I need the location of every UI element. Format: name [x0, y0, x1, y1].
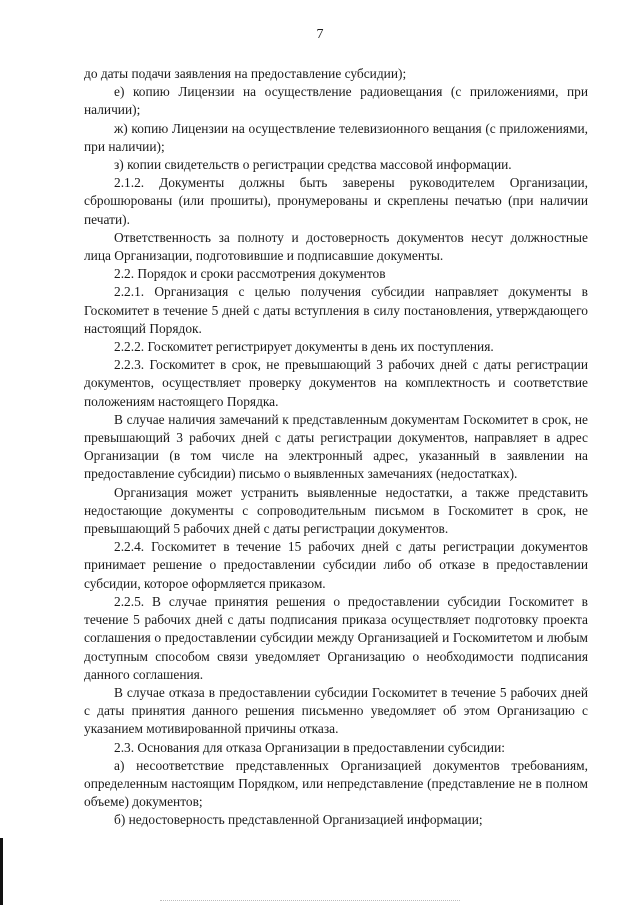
paragraph-responsibility: Ответственность за полноту и достоверность документов несут должностные лица Организации, подготовившие и подписавшие документы. — [84, 229, 588, 264]
paragraph-item-z: з) копии свидетельств о регистрации средства массовой информации. — [114, 157, 512, 173]
paragraph-2-2-3: 2.2.3. Госкомитет в срок, не превышающий 3 рабочих дней с даты регистрации документов, осуществляет проверку документов на комплектность и соответствие положениям настоящего Порядка. — [84, 357, 588, 409]
paragraph-2-1-2: 2.1.2. Документы должны быть заверены руководителем Организации, сброшюрованы (или прошиты), пронумерованы и скреплены печатью (при наличии печати). — [84, 175, 588, 227]
section-heading-2-3: 2.3. Основания для отказа Организации в предоставлении субсидии: — [114, 739, 505, 755]
paragraph-item-e: е) копию Лицензии на осуществление радиовещания (с приложениями, при наличии); — [84, 84, 588, 118]
scan-artifact — [160, 900, 460, 902]
document-body — [84, 65, 588, 830]
paragraph-2-2-2: 2.2.2. Госкомитет регистрирует документы в день их поступления. — [114, 339, 494, 355]
page-number: 7 — [316, 27, 324, 42]
paragraph-item-a: а) несоответствие представленных Организацией документов требованиям, определенным настоящим Порядком, или непредставление (представление не в полном объеме) документов; — [84, 757, 588, 810]
paragraph-item-zh: ж) копию Лицензии на осуществление телевизионного вещания (с приложениями, при наличии); — [84, 120, 588, 154]
paragraph-corrections: Организация может устранить выявленные недостатки, а также представить недостающие документы с сопроводительным письмом в Госкомитет в срок, не превышающий 5 рабочих дней с даты регистрации документов. — [84, 484, 588, 537]
scan-edge-mark — [0, 838, 3, 905]
paragraph-2-2-5: 2.2.5. В случае принятия решения о предоставлении субсидии Госкомитет в течение 5 рабочих дней с даты подписания приказа осуществляет подготовку проекта соглашения о предоставлении субсидии между Организацией и Госкомитетом и любым доступным способом связи уведомляет Организацию о необходимости подписания данного соглашения. — [84, 593, 588, 682]
paragraph-remarks: В случае наличия замечаний к представленным документам Госкомитет в срок, не превышающий 3 рабочих дней с даты регистрации документов, направляет в адрес Организации (в том числе на электронный адрес, указанный в заявлении на предоставление субсидии) письмо о выявленных замечаниях (недостатках). — [84, 411, 588, 482]
paragraph-continuation: до даты подачи заявления на предоставление субсидии); — [84, 66, 407, 81]
paragraph-refusal: В случае отказа в предоставлении субсидии Госкомитет в течение 5 рабочих дней с даты принятия данного решения письменно уведомляет об этом Организацию с указанием мотивированной причины отказа. — [84, 684, 588, 737]
paragraph-2-2-1: 2.2.1. Организация с целью получения субсидии направляет документы в Госкомитет в течение 5 дней с даты вступления в силу постановления, утверждающего настоящий Порядок. — [84, 284, 588, 336]
paragraph-2-2-4: 2.2.4. Госкомитет в течение 15 рабочих дней с даты регистрации документов принимает решение о предоставлении субсидии либо об отказе в предоставлении субсидии, которое оформляется приказом. — [84, 539, 588, 591]
section-heading-2-2: 2.2. Порядок и сроки рассмотрения документов — [114, 266, 386, 282]
paragraph-item-b: б) недостоверность представленной Организацией информации; — [114, 812, 483, 828]
